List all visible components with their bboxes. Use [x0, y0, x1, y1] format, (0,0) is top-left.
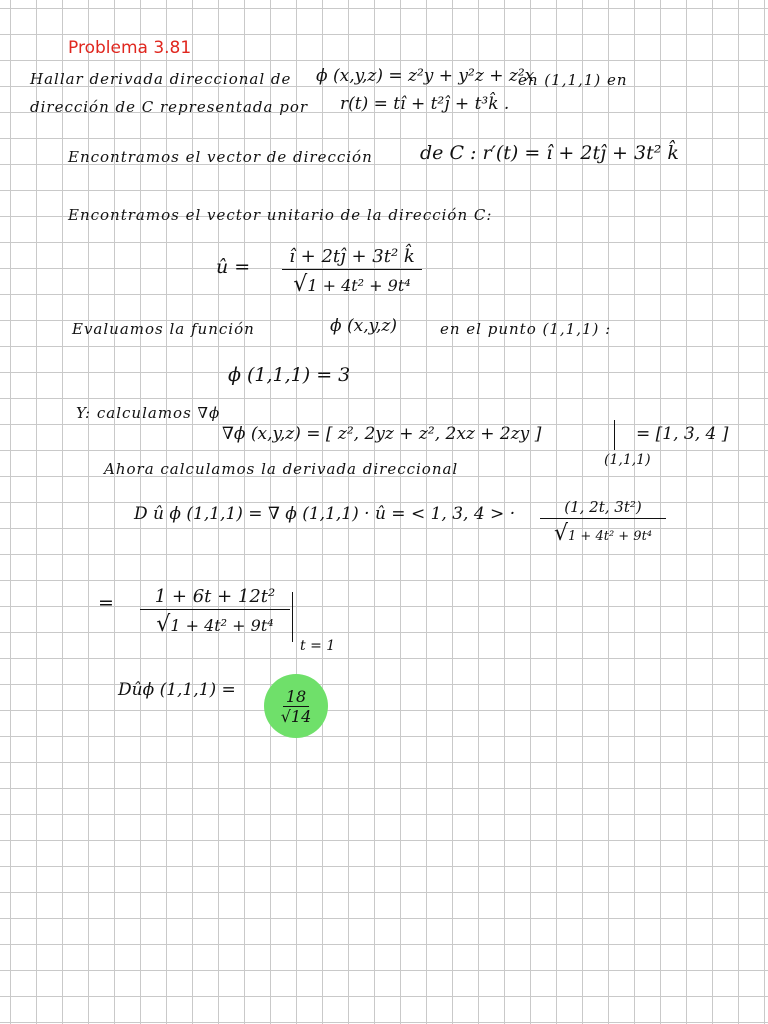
step6-fraction: $\frac{\text{1 + 6t + 12t²}}{\text{√1 + 4t² + 9t⁴}}$	[140, 586, 290, 637]
step5-fraction: $\frac{\text{(1, 2t, 3t²)}}{\text{√1 + 4t² + 9t⁴}}$	[540, 498, 666, 546]
statement-point: en (1,1,1) en	[518, 71, 628, 89]
directional-derivative-expression: D û ϕ (1,1,1) = ∇ ϕ (1,1,1) · û = < 1, 3, 4 > ·	[134, 504, 516, 524]
step2-text: Encontramos el vector unitario de la dirección C:	[68, 206, 493, 224]
step6-eval-bar	[292, 592, 293, 642]
gradient-expression: ∇ϕ (x,y,z) = [ z², 2yz + z², 2xz + 2zy ]	[222, 424, 542, 444]
step1-derivative: de C : r′(t) = î + 2tĵ + 3t² k̂	[420, 142, 679, 164]
unit-vector-denominator: 1 + 4t² + 9t⁴	[307, 276, 411, 295]
unit-vector-fraction: $\frac{\text{î + 2tĵ + 3t² k̂}}{\text{√1 + 4t² + 9t⁴}}$	[282, 246, 422, 297]
unit-vector-lhs: û =	[216, 256, 251, 278]
gradient-value: = [1, 3, 4 ]	[636, 424, 729, 444]
statement-function: ϕ (x,y,z) = z²y + y²z + z²x	[316, 66, 535, 86]
step3-point-text: en el punto (1,1,1) :	[440, 320, 612, 338]
result-highlight	[264, 674, 328, 738]
gradient-eval-bar	[614, 420, 615, 450]
step4-text: Y: calculamos ∇ϕ	[76, 404, 221, 422]
result-lhs: Dûϕ (1,1,1) =	[118, 680, 236, 700]
statement-text-1: Hallar derivada direccional de	[30, 70, 292, 88]
step3-function: ϕ (x,y,z)	[330, 316, 397, 336]
step5-text: Ahora calculamos la derivada direccional	[104, 460, 459, 478]
problem-title: Problema 3.81	[68, 38, 192, 58]
statement-curve: r(t) = tî + t²ĵ + t³k̂ .	[340, 94, 510, 114]
step3-text: Evaluamos la función	[72, 320, 255, 338]
step5-denominator: 1 + 4t² + 9t⁴	[568, 529, 653, 544]
unit-vector-numerator: î + 2tĵ + 3t² k̂	[289, 246, 415, 267]
result-numerator: 18	[283, 687, 309, 707]
step1-text: Encontramos el vector de dirección	[68, 148, 373, 166]
gradient-eval-point: (1,1,1)	[604, 452, 651, 468]
step6-denominator: 1 + 4t² + 9t⁴	[170, 616, 274, 635]
statement-text-2: dirección de C representada por	[30, 98, 309, 116]
function-value: ϕ (1,1,1) = 3	[228, 364, 351, 386]
result-denominator: √14	[280, 706, 312, 726]
step6-eval-point: t = 1	[300, 638, 336, 654]
step6-equals: =	[98, 592, 114, 614]
step5-numerator: (1, 2t, 3t²)	[564, 498, 642, 516]
step6-numerator: 1 + 6t + 12t²	[154, 586, 276, 607]
